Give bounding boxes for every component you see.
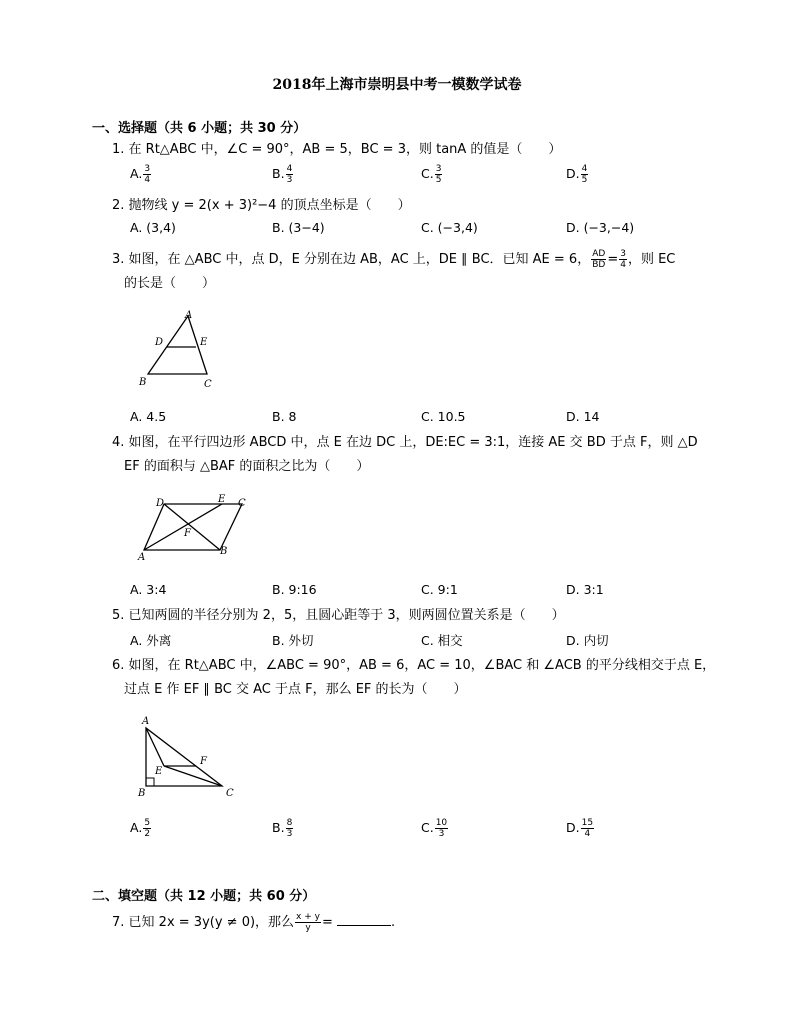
question-number: 4. bbox=[112, 435, 125, 450]
question-3-line2: 的长是（ ） bbox=[124, 276, 216, 291]
label-e: E bbox=[218, 494, 226, 505]
q2-option-c[interactable]: C. (−3,4) bbox=[421, 220, 478, 235]
triangle-abc bbox=[146, 728, 222, 786]
question-7: 7. 已知 2x = 3y(y ≠ 0)，那么 $\frac{x + y}{y}$ = . bbox=[112, 912, 396, 933]
question-5 bbox=[112, 607, 565, 625]
answer-blank[interactable] bbox=[337, 925, 391, 926]
q4-option-b[interactable]: B. 9:16 bbox=[272, 582, 317, 597]
label-e: E bbox=[155, 766, 163, 777]
fraction: $\frac{15}{4}$ bbox=[581, 818, 594, 839]
bisector-ce bbox=[164, 766, 222, 786]
question-text: 已知两圆的半径分别为 2，5，且圆心距等于 3，则两圆位置关系是（ ） bbox=[128, 608, 565, 623]
label-a: A bbox=[142, 716, 150, 727]
label-b: B bbox=[138, 788, 146, 799]
page-title: 2018年上海市崇明县中考一模数学试卷 bbox=[272, 77, 522, 93]
section-heading-choice: 一、选择题（共 6 小题；共 30 分） bbox=[92, 121, 307, 136]
question-4 bbox=[112, 434, 698, 452]
q1-option-c[interactable]: C. $\frac{3}{5}$ bbox=[421, 164, 442, 185]
question-text: 已知 2x = 3y(y ≠ 0)，那么 bbox=[128, 915, 295, 930]
label-a: A bbox=[185, 310, 193, 321]
q2-option-b[interactable]: B. (3−4) bbox=[272, 220, 325, 235]
q4-option-c[interactable]: C. 9:1 bbox=[421, 582, 458, 597]
question-number: 7. bbox=[112, 915, 125, 930]
label-a: A bbox=[138, 552, 146, 563]
fraction: $\frac{8}{3}$ bbox=[286, 818, 293, 839]
question-1 bbox=[112, 141, 561, 159]
label-d: D bbox=[155, 337, 164, 348]
q1-option-d[interactable]: D. $\frac{4}{5}$ bbox=[566, 164, 588, 185]
diagonal-bd bbox=[164, 504, 220, 550]
label-e: E bbox=[200, 337, 208, 348]
q3-option-d[interactable]: D. 14 bbox=[566, 409, 600, 424]
label-c: C bbox=[226, 788, 234, 799]
fraction: $\frac{4}{5}$ bbox=[581, 164, 588, 185]
question-number: 3. bbox=[112, 252, 125, 267]
question-2 bbox=[112, 197, 411, 215]
q3-option-a[interactable]: A. 4.5 bbox=[130, 409, 167, 424]
question-6-line2: 过点 E 作 EF ∥ BC 交 AC 于点 F，那么 EF 的长为（ ） bbox=[124, 682, 467, 697]
label-b: B bbox=[220, 546, 228, 557]
question-number: 2. bbox=[112, 198, 125, 213]
fraction: $\frac{AD}{BD}$ bbox=[592, 249, 606, 270]
fraction: $\frac{10}{3}$ bbox=[435, 818, 448, 839]
q4-option-a[interactable]: A. 3:4 bbox=[130, 582, 167, 597]
q6-option-a[interactable]: A. $\frac{5}{2}$ bbox=[130, 818, 151, 839]
q1-option-a[interactable]: A. $\frac{3}{4}$ bbox=[130, 164, 151, 185]
q2-option-d[interactable]: D. (−3,−4) bbox=[566, 220, 635, 235]
q5-option-a[interactable]: A. 外离 bbox=[130, 633, 172, 648]
fraction: $\frac{3}{4}$ bbox=[620, 249, 626, 270]
q6-option-b[interactable]: B. $\frac{8}{3}$ bbox=[272, 818, 293, 839]
fraction: $\frac{3}{4}$ bbox=[144, 164, 151, 185]
q4-option-d[interactable]: D. 3:1 bbox=[566, 582, 604, 597]
fraction: $\frac{x + y}{y}$ bbox=[296, 912, 320, 933]
fraction: $\frac{3}{5}$ bbox=[435, 164, 442, 185]
q5-option-c[interactable]: C. 相交 bbox=[421, 633, 463, 648]
label-c: C bbox=[238, 498, 246, 509]
question-number: 1. bbox=[112, 142, 125, 157]
question-text: 抛物线 y = 2(x + 3)²−4 的顶点坐标是（ ） bbox=[128, 198, 411, 213]
q6-option-c[interactable]: C. $\frac{10}{3}$ bbox=[421, 818, 448, 839]
question-6 bbox=[112, 657, 715, 675]
fraction: $\frac{4}{3}$ bbox=[286, 164, 293, 185]
question-text: 在 Rt△ABC 中，∠C = 90°，AB = 5，BC = 3，则 tanA 的值是（ ） bbox=[128, 142, 562, 157]
q1-option-b[interactable]: B. $\frac{4}{3}$ bbox=[272, 164, 293, 185]
label-d: D bbox=[156, 498, 165, 509]
bisector-ae bbox=[146, 728, 164, 766]
q3-option-b[interactable]: B. 8 bbox=[272, 409, 297, 424]
section-heading-fill: 二、填空题（共 12 小题；共 60 分） bbox=[92, 889, 316, 904]
segment-ae bbox=[144, 504, 222, 550]
question-number: 6. bbox=[112, 658, 125, 673]
label-c: C bbox=[204, 379, 212, 390]
q5-option-d[interactable]: D. 内切 bbox=[566, 633, 609, 648]
label-b: B bbox=[139, 377, 147, 388]
question-4-line2: EF 的面积与 △BAF 的面积之比为（ ） bbox=[124, 459, 370, 474]
right-angle-mark bbox=[146, 778, 154, 786]
fraction: $\frac{5}{2}$ bbox=[144, 818, 151, 839]
label-f: F bbox=[200, 756, 207, 767]
q6-right-triangle-figure bbox=[134, 714, 244, 802]
question-text: 如图，在平行四边形 ABCD 中，点 E 在边 DC 上，DE:EC = 3:1，连接 AE 交 BD 于点 F，则 △D bbox=[128, 435, 698, 450]
question-text: 如图，在 △ABC 中，点 D，E 分别在边 AB，AC 上，DE ∥ BC．已知 AE = 6， bbox=[128, 252, 591, 267]
q2-option-a[interactable]: A. (3,4) bbox=[130, 220, 176, 235]
q6-option-d[interactable]: D. $\frac{15}{4}$ bbox=[566, 818, 594, 839]
question-3: 3. 如图，在 △ABC 中，点 D，E 分别在边 AB，AC 上，DE ∥ BC．已知 AE = 6， $\frac{AD}{BD}$ = $\frac{3}{4}$ ，则 EC bbox=[112, 249, 676, 270]
q3-option-c[interactable]: C. 10.5 bbox=[421, 409, 466, 424]
q4-parallelogram-figure bbox=[134, 492, 250, 564]
q5-option-b[interactable]: B. 外切 bbox=[272, 633, 314, 648]
question-number: 5. bbox=[112, 608, 125, 623]
q3-triangle-figure bbox=[138, 308, 218, 392]
question-text: 如图，在 Rt△ABC 中，∠ABC = 90°，AB = 6，AC = 10，∠BAC 和 ∠ACB 的平分线相交于点 E， bbox=[128, 658, 716, 673]
label-f: F bbox=[184, 528, 191, 539]
